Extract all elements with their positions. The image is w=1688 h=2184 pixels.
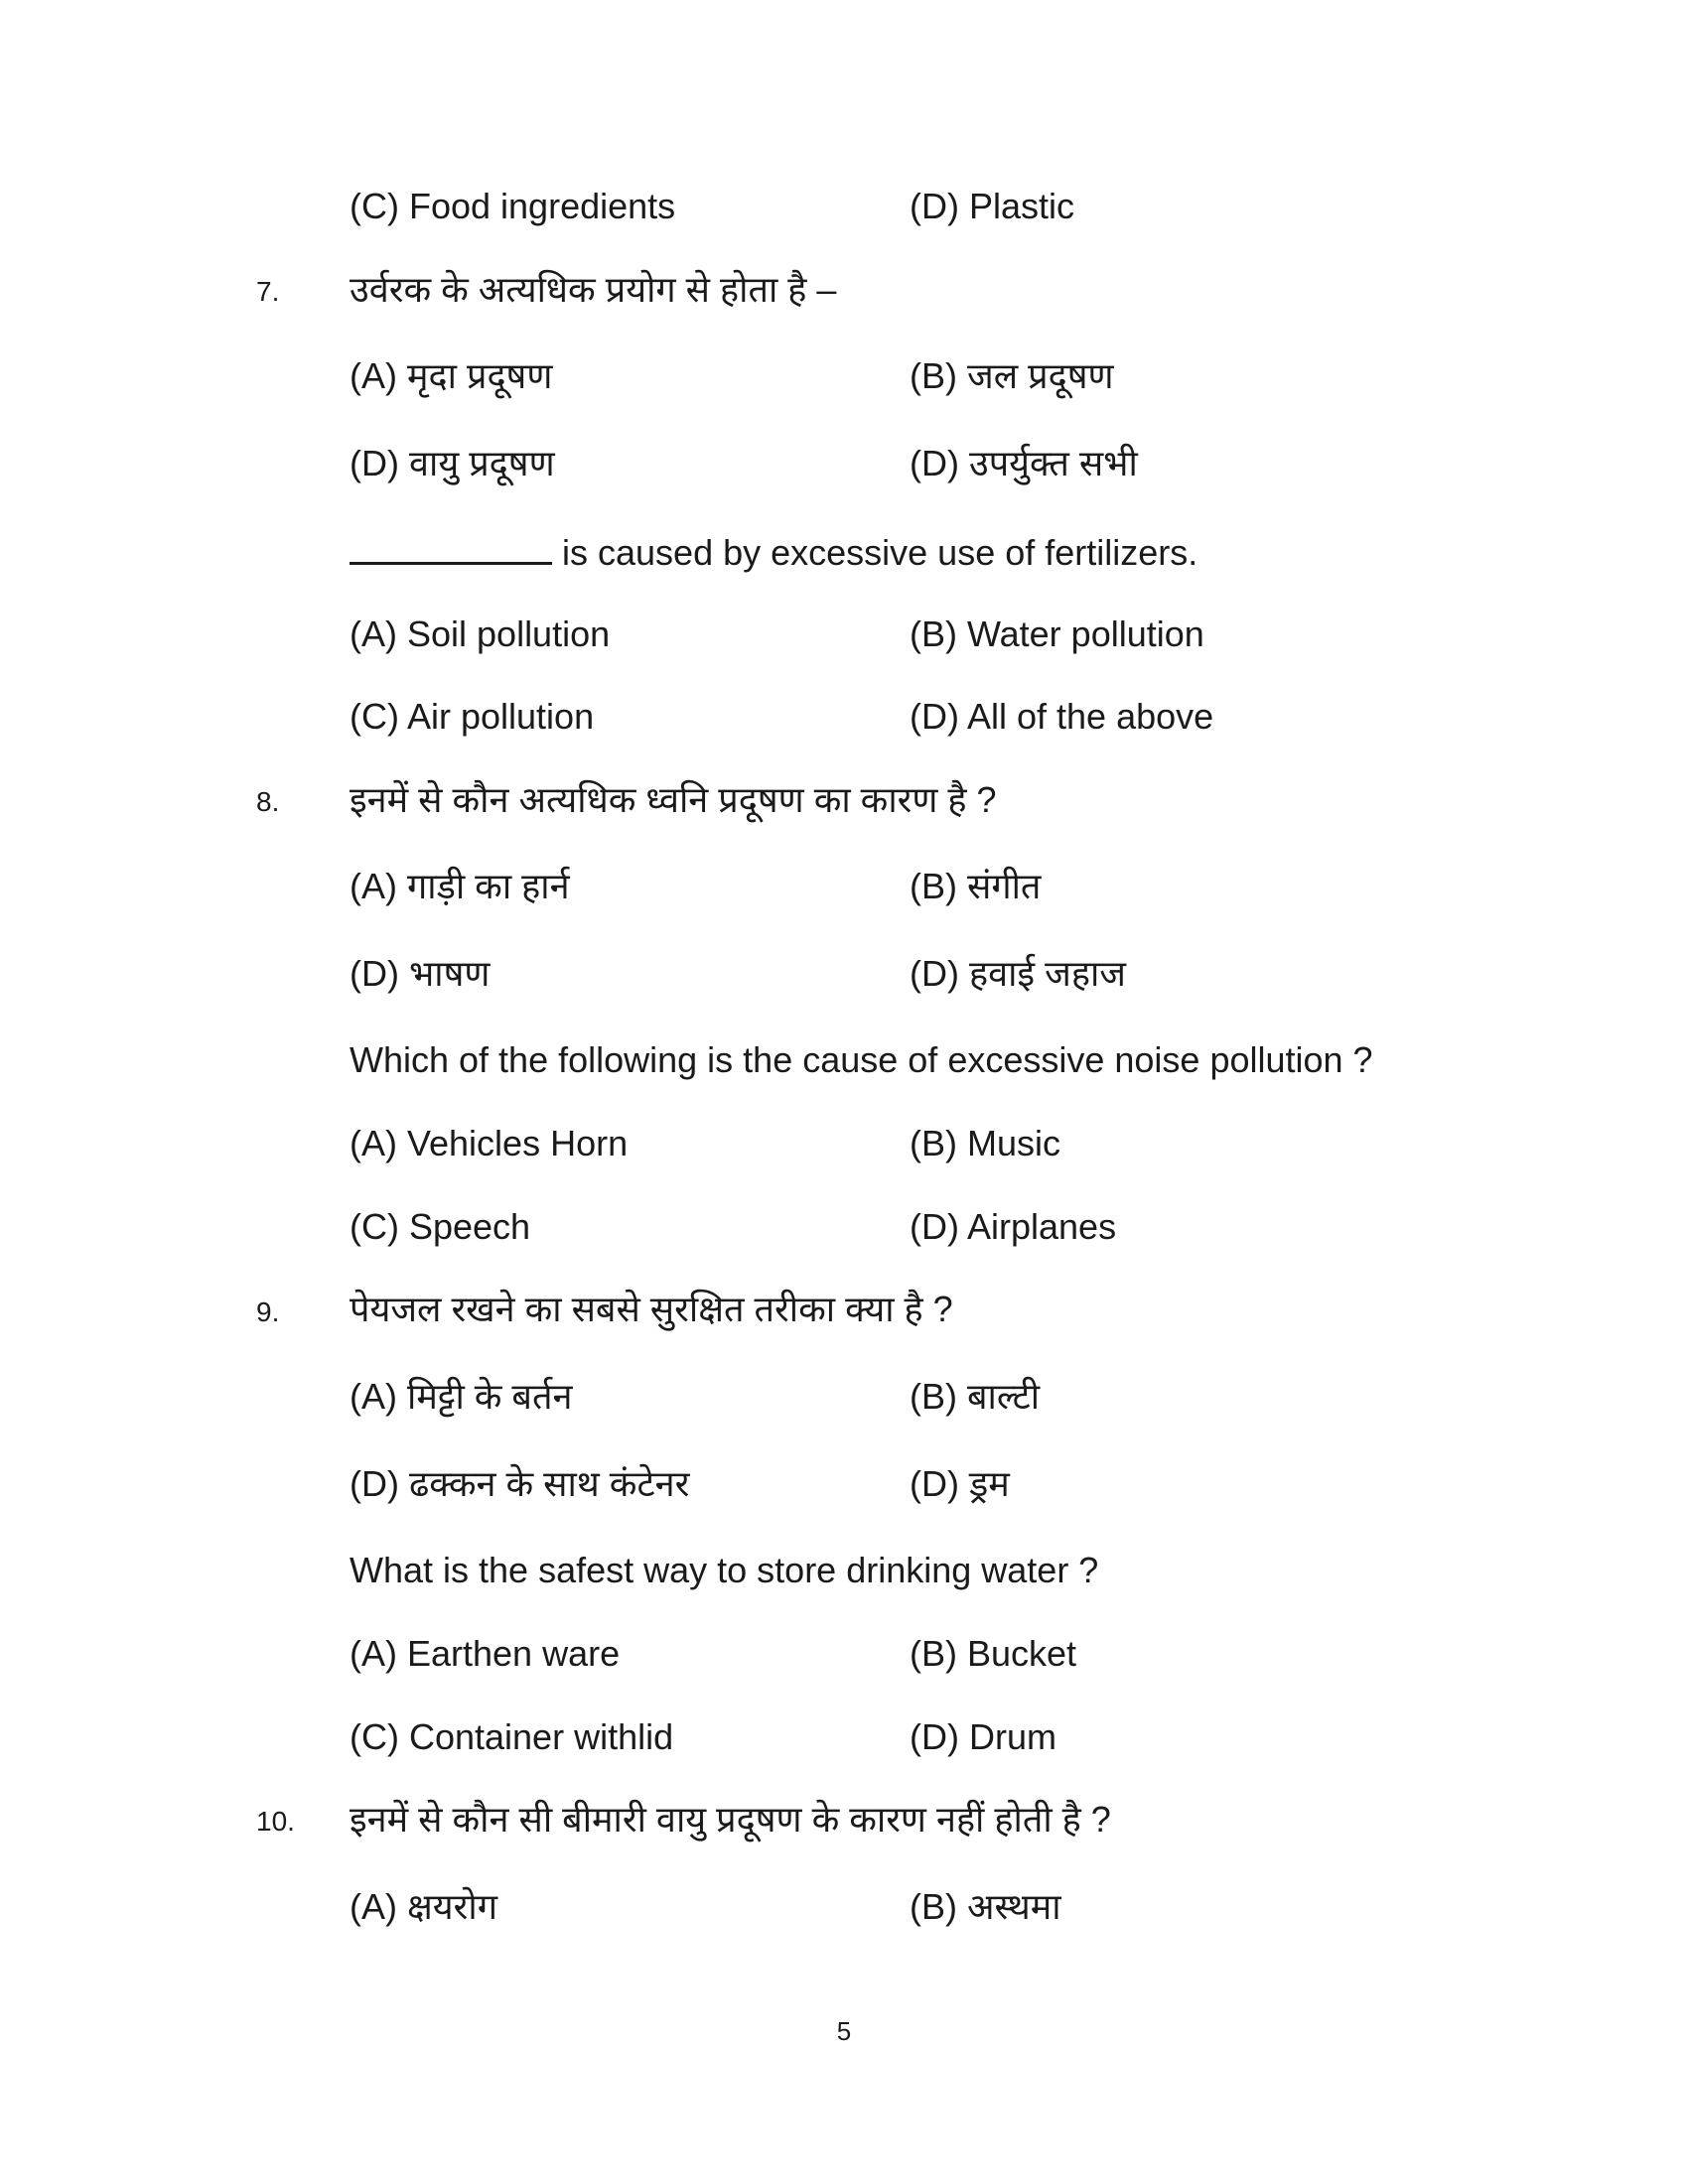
q8-number: 8.: [256, 786, 280, 817]
q10-hindi-question: इनमें से कौन सी बीमारी वायु प्रदूषण के कारण नहीं होती है ?: [350, 1799, 1111, 1840]
q6-option-d: (D) Plastic: [910, 186, 1075, 226]
page-number: 5: [836, 2016, 852, 2046]
q9-option-c: (C) Container withlid: [350, 1716, 674, 1757]
q8-option-b: (B) Music: [910, 1123, 1060, 1163]
q7-hindi-option-d: (D) उपर्युक्त सभी: [910, 443, 1138, 483]
answer-blank: [350, 530, 552, 565]
q7-english-question: [350, 530, 1197, 575]
q8-hindi-option-b: (B) संगीत: [910, 866, 1042, 906]
q7-option-c: (C) Air pollution: [350, 696, 595, 737]
q8-option-c: (C) Speech: [350, 1206, 531, 1247]
q9-hindi-option-c: (D) ढक्कन के साथ कंटेनर: [350, 1463, 690, 1504]
q10-number: 10.: [256, 1806, 295, 1837]
q7-hindi-option-c: (D) वायु प्रदूषण: [350, 443, 555, 483]
q9-english-question: What is the safest way to store drinking water ?: [350, 1550, 1099, 1590]
q9-number: 9.: [256, 1297, 280, 1327]
q9-hindi-option-a: (A) मिट्टी के बर्तन: [350, 1376, 573, 1417]
q7-option-b: (B) Water pollution: [910, 614, 1204, 654]
q8-option-d: (D) Airplanes: [910, 1206, 1117, 1247]
q6-option-c: (C) Food ingredients: [350, 186, 676, 226]
q8-option-a: (A) Vehicles Horn: [350, 1123, 629, 1163]
q8-hindi-question: इनमें से कौन अत्यधिक ध्वनि प्रदूषण का कारण है ?: [350, 779, 997, 820]
q8-hindi-option-c: (D) भाषण: [350, 953, 491, 994]
q8-hindi-option-d: (D) हवाई जहाज: [910, 953, 1126, 994]
q7-number: 7.: [256, 276, 280, 307]
q10-hindi-option-b: (B) अस्थमा: [910, 1886, 1061, 1927]
q9-option-b: (B) Bucket: [910, 1633, 1077, 1674]
q7-hindi-option-b: (B) जल प्रदूषण: [910, 355, 1114, 396]
q8-english-question: Which of the following is the cause of excessive noise pollution ?: [350, 1039, 1373, 1080]
q7-option-d: (D) All of the above: [910, 696, 1214, 737]
q9-option-a: (A) Earthen ware: [350, 1633, 621, 1674]
q9-hindi-option-b: (B) बाल्टी: [910, 1376, 1041, 1417]
q9-hindi-option-d: (D) ड्रम: [910, 1463, 1010, 1504]
q7-english-question-text: is caused by excessive use of fertilizers.: [562, 532, 1198, 573]
q7-hindi-option-a: (A) मृदा प्रदूषण: [350, 355, 553, 396]
q7-option-a: (A) Soil pollution: [350, 614, 611, 654]
q10-hindi-option-a: (A) क्षयरोग: [350, 1886, 497, 1927]
q9-option-d: (D) Drum: [910, 1716, 1056, 1757]
q8-hindi-option-a: (A) गाड़ी का हार्न: [350, 866, 570, 906]
q9-hindi-question: पेयजल रखने का सबसे सुरक्षित तरीका क्या है ?: [350, 1289, 953, 1329]
q7-hindi-question: उर्वरक के अत्यधिक प्रयोग से होता है –: [350, 269, 837, 310]
